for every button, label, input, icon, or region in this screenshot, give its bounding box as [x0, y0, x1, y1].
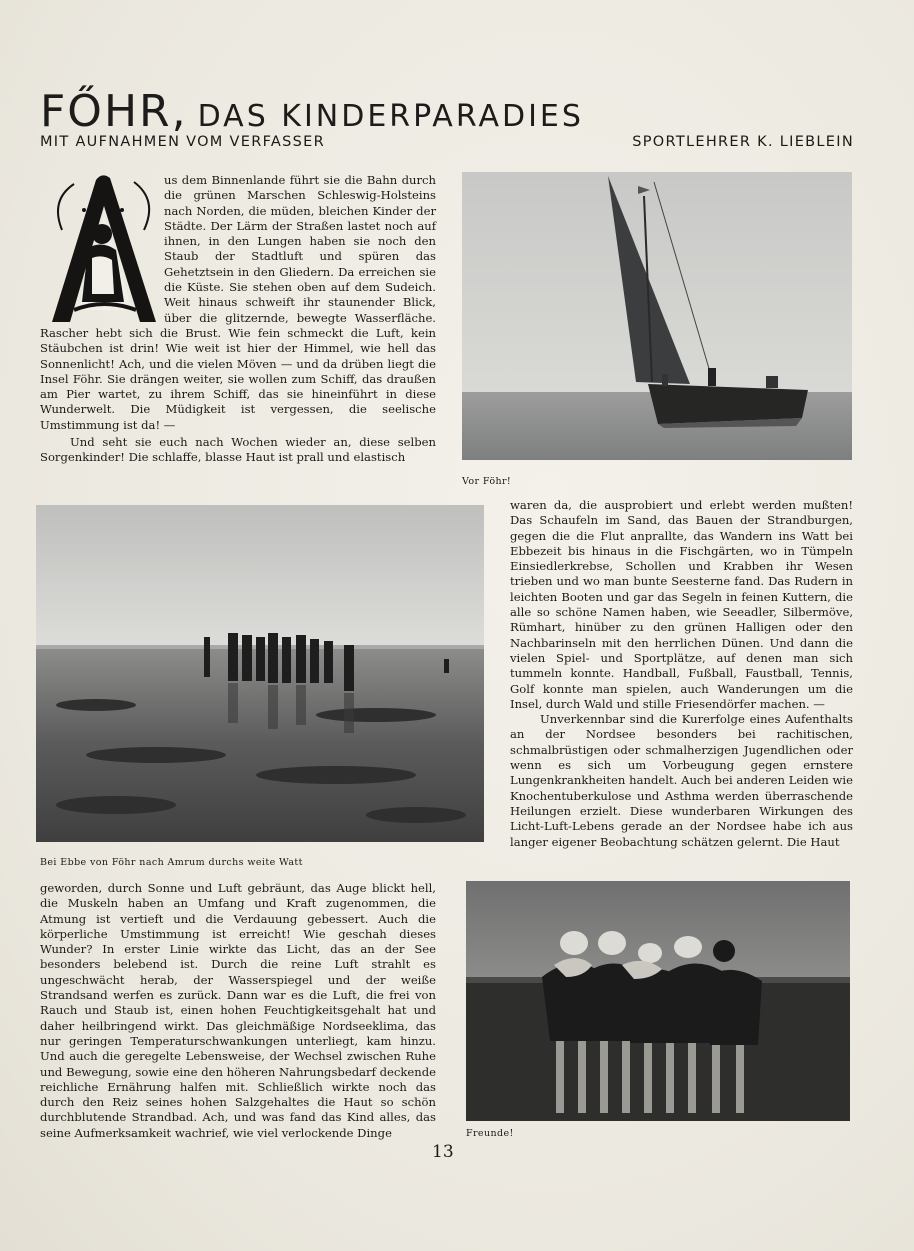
friends-image-icon: [466, 881, 850, 1121]
caption-photo3: Freunde!: [466, 1128, 514, 1139]
intro-text-2: Und seht sie euch nach Wochen wieder an, diese selben Sorgenkinder! Die schlaffe, blasse Haut ist prall und elastisch: [40, 435, 436, 465]
intro-text-1: us dem Binnenlande führt sie die Bahn durch die grünen Marschen Schleswig-Holsteins nach Norden, die müden, bleichen Kinder der Städte. Der Lärm der Straßen lastet noch auf ihnen, in den Lungen haben sie noch den Staub der Stadtluft und spüren das Gehetztsein in den Gliedern. Da erreichen sie die Küste. Sie stehen oben auf dem Sudeich. Weit hinaus schweift ihr staunender Blick, über die glitzernde, bewegte Wasserfläche. Rascher hebt sich die Brust. Wie fein schmeckt die Luft, kein Stäubchen ist drin! Wie weit ist hier der Himmel, wie hell das Sonnenlicht! Ach, und die vielen Möven — und da drüben liegt die Insel Föhr. Sie drängen weiter, sie wollen zum Schiff, das draußen am Pier wartet, zu ihrem Schiff, das sie hineinführt in diese Wunderwelt. Die Müdigkeit ist vergessen, die seelische Umstimmung ist da! —: [40, 173, 436, 432]
title-foehr: FŐHR,: [40, 86, 188, 137]
mudflat-image-icon: [36, 505, 484, 842]
photo-sailboat: [462, 172, 852, 460]
middle-column: [510, 498, 853, 850]
dropcap-letter: [162, 170, 163, 171]
sailboat-image-icon: [462, 172, 852, 460]
page-number: 13: [432, 1142, 454, 1162]
caption-photo1: Vor Föhr!: [462, 476, 512, 487]
article-title: [40, 86, 584, 137]
subtitle-photos-credit: MIT AUFNAHMEN VOM VERFASSER: [40, 134, 325, 150]
title-kinderparadies: DAS KINDERPARADIES: [197, 99, 584, 134]
caption-photo2: Bei Ebbe von Föhr nach Amrum durchs weite Watt: [40, 857, 303, 868]
bottom-column: [40, 881, 436, 1141]
bottom-text: geworden, durch Sonne und Luft gebräunt, das Auge blickt hell, die Muskeln haben an Umfang und Kraft zugenommen, die Atmung ist vertieft und die Verdauung gebessert. Auch die körperliche Umstimmung ist erreicht! Wie geschah dieses Wunder? In erster Linie wirkte das Licht, das an der See besonders belebend ist. Durch die reine Luft strahlt es ungeschwächt herab, der Wasserspiegel und der weiße Strandsand werfen es zurück. Dann war es die Luft, die frei von Rauch und Staub ist, einen hohen Feuchtigkeitsgehalt hat und daher heilbringend wirkt. Das gleichmäßige Nordseeklima, das nur geringen Temperaturschwankungen unterliegt, kam hinzu. Und auch die geregelte Lebensweise, der Wechsel zwischen Ruhe und Bewegung, sowie eine den höheren Nahrungsbedarf deckende reichliche Ernährung halfen mit. Schließlich wirkte noch das durch den Reiz seines hohen Salzgehaltes die Haut so schön durchblutende Strandbad. Ach, und was fand das Kind alles, das seine Aufmerksamkeit wachrief, wie viel verlockende Dinge: [40, 881, 436, 1140]
middle-text-2: Unverkennbar sind die Kurerfolge eines Aufenthalts an der Nordsee besonders bei rachitischen, schmalbrüstigen oder schmalherzigen Jugendlichen oder wenn es sich um Vorbeugung gegen ernstere Lungenkrankheiten handelt. Auch bei anderen Leiden wie Knochentuberkulose und Asthma werden überraschende Heilungen erzielt. Diese wunderbaren Wirkungen des Licht-Luft-Lebens gerade an der Nordsee habe ich aus langer eigener Beobachtung schätzen gelernt. Die Haut: [510, 712, 853, 849]
intro-continued: [40, 435, 436, 466]
photo-mudflat-walk: [36, 505, 484, 842]
photo-friends: [466, 881, 850, 1121]
subtitle-author: SPORTLEHRER K. LIEBLEIN: [632, 134, 854, 150]
intro-paragraph: [40, 173, 436, 433]
middle-text-1: waren da, die ausprobiert und erlebt werden mußten! Das Schaufeln im Sand, das Bauen der Strandburgen, gegen die die Flut anprallte, das Wandern ins Watt bei Ebbezeit bis hinaus in die Fischgärten, wo in Tümpeln Einsiedlerkrebse, Schollen und Krabben ihr Wesen trieben und wo man bunte Seesterne fand. Das Rudern in leichten Booten und gar das Segeln in feinen Kuttern, die alle so schöne Namen haben, wie Seeadler, Silbermöve, Rümhart, hinüber zu den grünen Halligen oder den Nachbarinseln mit den herrlichen Dünen. Und dann die vielen Spiel- und Sportplätze, auf denen man sich tummeln konnte. Handball, Fußball, Faustball, Tennis, Golf konnte man spielen, auch Wanderungen um die Insel, durch Wald und stille Friesendörfer machen. —: [510, 498, 853, 711]
